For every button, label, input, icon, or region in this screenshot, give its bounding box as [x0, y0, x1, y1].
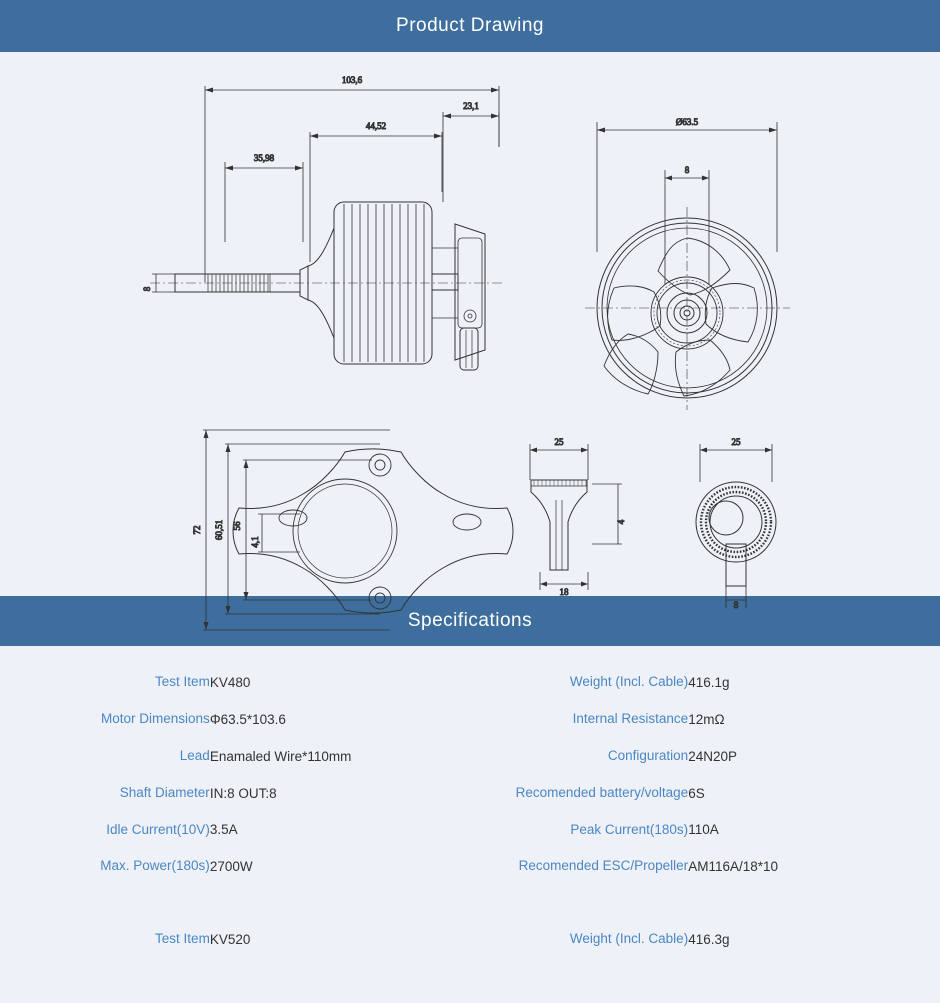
spec-label: Idle Current(10V)	[106, 821, 210, 837]
spec-value: AM116A/18*10	[688, 859, 779, 875]
table-row	[0, 812, 940, 849]
dim-prop-shaft: 8	[733, 600, 739, 610]
row-spacer	[462, 848, 479, 885]
product-drawing-header: Product Drawing	[0, 0, 940, 52]
spec-value: Φ63.5*103.6	[209, 711, 286, 727]
dim-side-shaft-dia: 8	[142, 286, 152, 292]
spec-value: 24N20P	[688, 748, 737, 764]
row-spacer	[462, 812, 479, 849]
dim-mount-hole-span: 56	[232, 521, 242, 531]
dim-side-right-length: 23,1	[463, 101, 479, 111]
row-spacer	[462, 921, 479, 958]
spec-label: Recomended battery/voltage	[515, 784, 689, 800]
dim-bell-bottom-width: 18	[559, 587, 569, 597]
spec-label: Max. Power(180s)	[100, 858, 210, 874]
table-row	[0, 848, 940, 885]
spec-value: 416.3g	[688, 932, 730, 948]
spec-label: Shaft Diameter	[119, 784, 210, 800]
spec-value: IN:8 OUT:8	[209, 785, 277, 801]
spec-value: 6S	[688, 785, 705, 801]
spec-value: Enamaled Wire*110mm	[209, 748, 352, 764]
row-spacer	[462, 664, 479, 701]
row-spacer	[462, 775, 479, 812]
specifications-header: Specifications	[0, 596, 940, 646]
dim-prop-width: 25	[731, 437, 741, 447]
specifications-area	[0, 646, 940, 1003]
dim-mount-small: 4,1	[250, 536, 260, 548]
dim-side-total-length: 103,6	[341, 75, 363, 85]
table-row	[0, 701, 940, 738]
table-row	[0, 775, 940, 812]
spec-value: 12mΩ	[688, 711, 725, 727]
dim-bell-top-width: 25	[554, 437, 564, 447]
spec-label: Weight (Incl. Cable)	[569, 674, 689, 689]
table-row	[0, 921, 940, 958]
spec-value: 416.1g	[688, 674, 730, 690]
dim-mount-mid-width: 60,51	[214, 519, 224, 541]
spec-label: Motor Dimensions	[101, 710, 210, 726]
table-row	[0, 664, 940, 701]
technical-drawing-svg	[0, 52, 940, 610]
spec-value: KV480	[209, 674, 251, 690]
dim-front-diameter: Ø63.5	[675, 117, 699, 127]
table-row	[0, 738, 940, 775]
dim-side-shaft-length: 35,98	[253, 153, 275, 163]
dim-front-inner: 8	[684, 165, 690, 175]
specifications-table	[0, 664, 940, 958]
spec-label: Lead	[179, 747, 210, 763]
spec-label: Internal Resistance	[572, 710, 689, 726]
spec-label: Test Item	[155, 674, 210, 689]
row-spacer	[462, 738, 479, 775]
dim-mount-outer-width: 72	[192, 525, 202, 535]
spec-value: KV520	[209, 932, 251, 948]
dim-side-mid-length: 44,52	[365, 121, 387, 131]
row-gap	[0, 885, 940, 921]
row-spacer	[462, 701, 479, 738]
spec-label: Test Item	[155, 931, 210, 947]
technical-drawing-area	[0, 52, 940, 610]
spec-value: 110A	[688, 822, 719, 838]
dim-bell-height: 4	[616, 519, 626, 525]
spec-label: Recomended ESC/Propeller	[518, 858, 689, 874]
spec-label: Configuration	[607, 747, 689, 763]
spec-label: Weight (Incl. Cable)	[569, 931, 689, 947]
spec-value: 3.5A	[209, 822, 238, 838]
spec-label: Peak Current(180s)	[570, 821, 689, 837]
spec-value: 2700W	[209, 859, 253, 875]
